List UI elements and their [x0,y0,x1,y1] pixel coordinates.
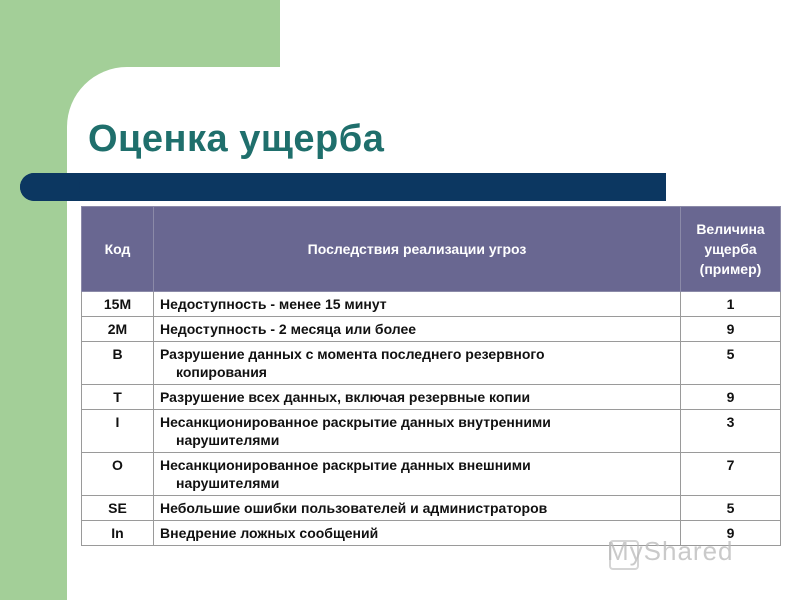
row-value: 5 [681,496,781,521]
row-value: 7 [681,453,781,496]
table-row [82,496,781,521]
row-value: 5 [681,342,781,385]
row-description [154,453,681,496]
row-description-text: Недоступность - менее 15 минут [160,296,387,312]
row-code: 15M [82,292,154,317]
row-code: O [82,453,154,496]
row-description-text: Внедрение ложных сообщений [160,525,379,541]
row-description-continuation: нарушителями [176,432,280,448]
row-description-text: Несанкционированное раскрытие данных внешними [160,457,531,473]
table-row [82,342,781,385]
row-description-text: Разрушение всех данных, включая резервные копии [160,389,531,405]
watermark-text: MyShared [607,536,734,566]
row-description-text: Несанкционированное раскрытие данных внутренними [160,414,551,430]
table-row [82,317,781,342]
row-description [154,521,681,546]
row-description [154,496,681,521]
row-code: B [82,342,154,385]
row-value: 3 [681,410,781,453]
row-description-text: Разрушение данных с момента последнего резервного [160,346,545,362]
table-row [82,410,781,453]
row-value: 1 [681,292,781,317]
row-description-text: Недоступность - 2 месяца или более [160,321,417,337]
title-underline-bar-cap [20,173,80,201]
header-consequence: Последствия реализации угроз [154,207,681,292]
row-description [154,385,681,410]
title-underline-bar [20,173,666,201]
row-code: In [82,521,154,546]
row-description [154,292,681,317]
row-code: SE [82,496,154,521]
green-left-strip [0,0,67,600]
row-description [154,317,681,342]
table-header-row [82,207,781,292]
table-row [82,453,781,496]
row-description [154,342,681,385]
table-row [82,292,781,317]
row-code: T [82,385,154,410]
header-code: Код [82,207,154,292]
row-value: 9 [681,385,781,410]
row-description-text: Небольшие ошибки пользователей и администраторов [160,500,548,516]
damage-assessment-table [81,206,781,546]
row-code: 2M [82,317,154,342]
slide-title: Оценка ущерба [88,118,385,160]
header-magnitude: Величина ущерба (пример) [681,207,781,292]
row-description-continuation: нарушителями [176,475,280,491]
row-value: 9 [681,521,781,546]
row-code: I [82,410,154,453]
row-value: 9 [681,317,781,342]
row-description-continuation: копирования [176,364,267,380]
table-row [82,385,781,410]
row-description [154,410,681,453]
